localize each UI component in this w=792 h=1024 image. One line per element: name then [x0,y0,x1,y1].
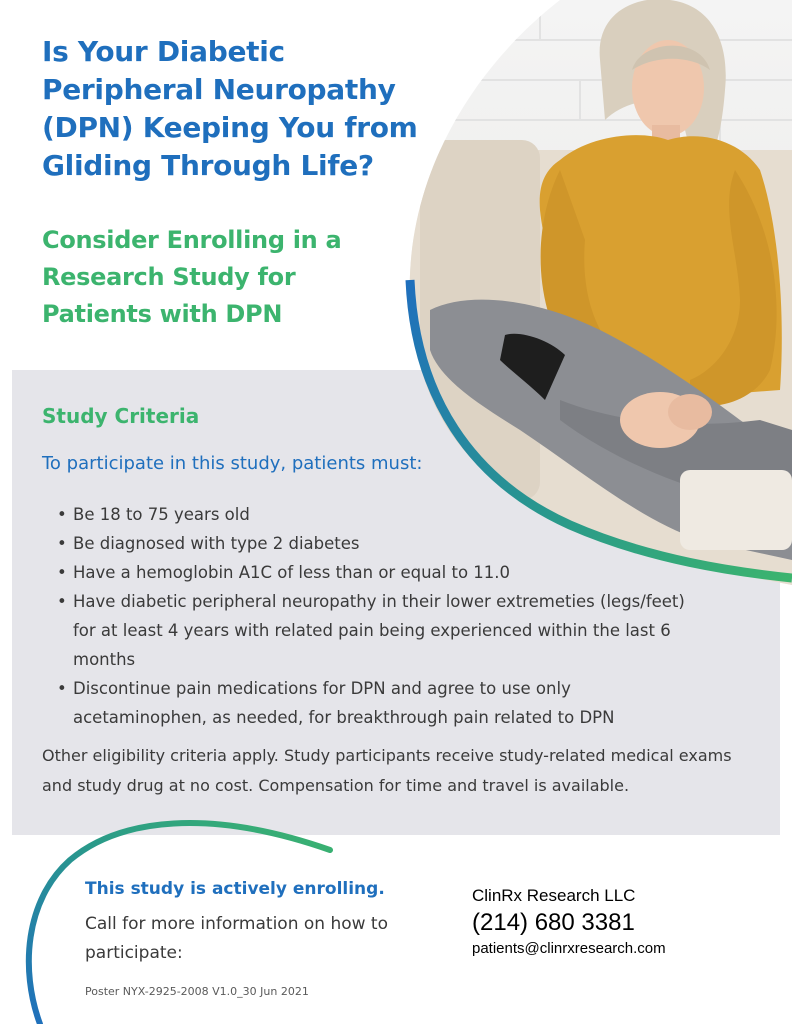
headline-line: (DPN) Keeping You from [42,111,418,144]
criteria-title: Study Criteria [42,404,200,428]
criteria-note: Other eligibility criteria apply. Study participants receive study-related medical exams and study drug at no cost. Compensation for time and travel is available. [42,746,732,795]
criteria-list [55,500,695,732]
contact-email[interactable]: patients@clinrxresearch.com [472,940,666,957]
contact-phone[interactable]: (214) 680 3381 [472,909,635,936]
subheadline-line: Research Study for [42,263,296,291]
criteria-item: • Be diagnosed with type 2 diabetes [55,529,695,558]
contact-block [472,884,772,960]
poster-id: Poster NYX-2925-2008 V1.0_30 Jun 2021 [85,985,309,998]
headline-line: Peripheral Neuropathy [42,73,396,106]
call-info-text: Call for more information on how to participate: [85,914,389,963]
criteria-item: • Have diabetic peripheral neuropathy in their lower extremeties (legs/feet) for at least 4 years with related pain being experienced within the last 6 months [55,587,695,674]
headline-line: Is Your Diabetic [42,35,285,68]
subheadline-line: Consider Enrolling in a [42,226,342,254]
criteria-item: • Have a hemoglobin A1C of less than or equal to 11.0 [55,558,695,587]
subheadline [42,222,402,333]
contact-organization: ClinRx Research LLC [472,886,636,905]
headline [42,33,442,185]
enrolling-text: This study is actively enrolling. [85,879,385,899]
criteria-item: • Discontinue pain medications for DPN and agree to use only acetaminophen, as needed, for breakthrough pain related to DPN [55,674,695,732]
criteria-item: • Be 18 to 75 years old [55,500,695,529]
headline-line: Gliding Through Life? [42,149,374,182]
subheadline-line: Patients with DPN [42,300,283,328]
criteria-intro: To participate in this study, patients must: [42,453,423,474]
